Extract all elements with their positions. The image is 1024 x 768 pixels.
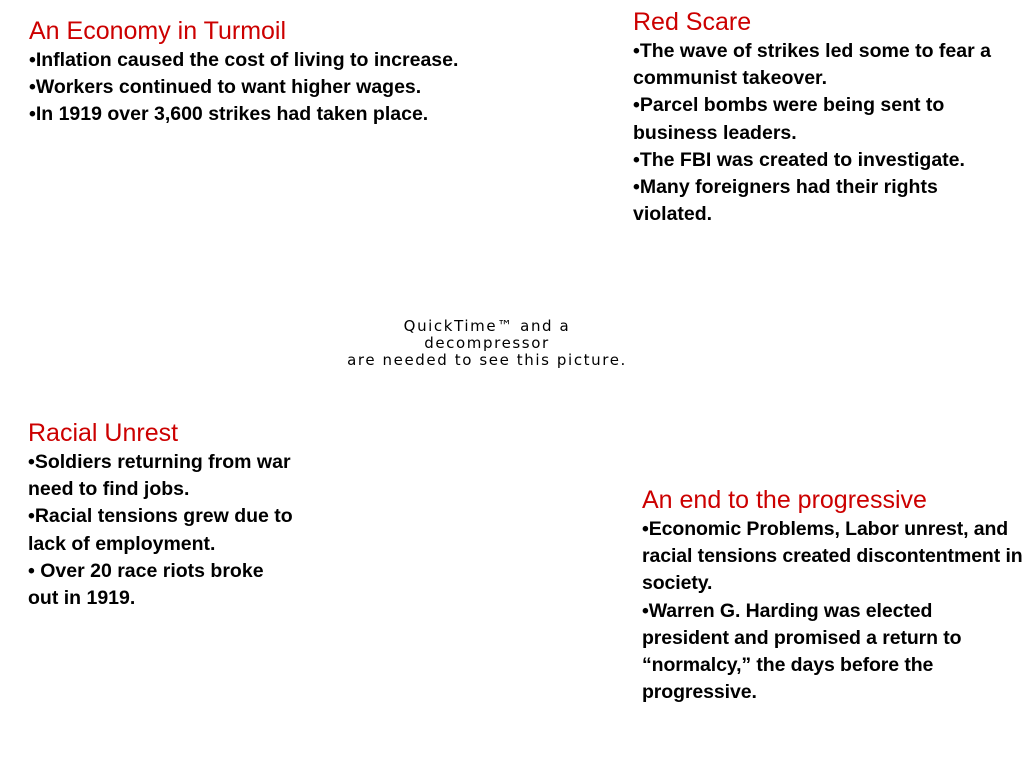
quicktime-placeholder	[312, 318, 662, 369]
bullet-item: •Workers continued to want higher wages.	[29, 76, 422, 99]
section-end-to-progressive	[642, 486, 1024, 706]
bullet-item: •Parcel bombs were being sent to business leaders.	[633, 94, 945, 144]
section-title: Red Scare	[633, 8, 752, 36]
section-economy-in-turmoil	[29, 17, 589, 129]
quicktime-line: are needed to see this picture.	[347, 351, 627, 369]
bullet-item: •The wave of strikes led some to fear a communist takeover.	[633, 40, 991, 90]
bullet-list	[28, 449, 298, 612]
section-title: An Economy in Turmoil	[29, 17, 287, 45]
bullet-item: •Soldiers returning from war need to find jobs.	[28, 451, 291, 501]
section-title: Racial Unrest	[28, 419, 179, 447]
section-red-scare	[633, 8, 1008, 228]
bullet-item: •Economic Problems, Labor unrest, and racial tensions created discontentment in society.	[642, 518, 1023, 595]
section-title: An end to the progressive	[642, 486, 927, 514]
bullet-item: •Inflation caused the cost of living to increase.	[29, 49, 459, 71]
section-racial-unrest	[28, 419, 298, 612]
quicktime-line: decompressor	[424, 334, 550, 352]
bullet-list	[29, 47, 589, 129]
bullet-list	[642, 516, 1024, 706]
bullet-item: •Many foreigners had their rights violated.	[633, 176, 938, 226]
bullet-item: •Warren G. Harding was elected president and promised a return to “normalcy,” the days before the progressive.	[642, 599, 962, 704]
quicktime-line: QuickTime™ and a	[403, 317, 571, 335]
bullet-item: • Over 20 race riots broke out in 1919.	[28, 559, 264, 610]
bullet-list	[633, 38, 1008, 228]
bullet-item: •The FBI was created to investigate.	[633, 148, 965, 171]
bullet-item: •In 1919 over 3,600 strikes had taken place.	[29, 103, 429, 126]
bullet-item: •Racial tensions grew due to lack of employment.	[28, 505, 293, 555]
